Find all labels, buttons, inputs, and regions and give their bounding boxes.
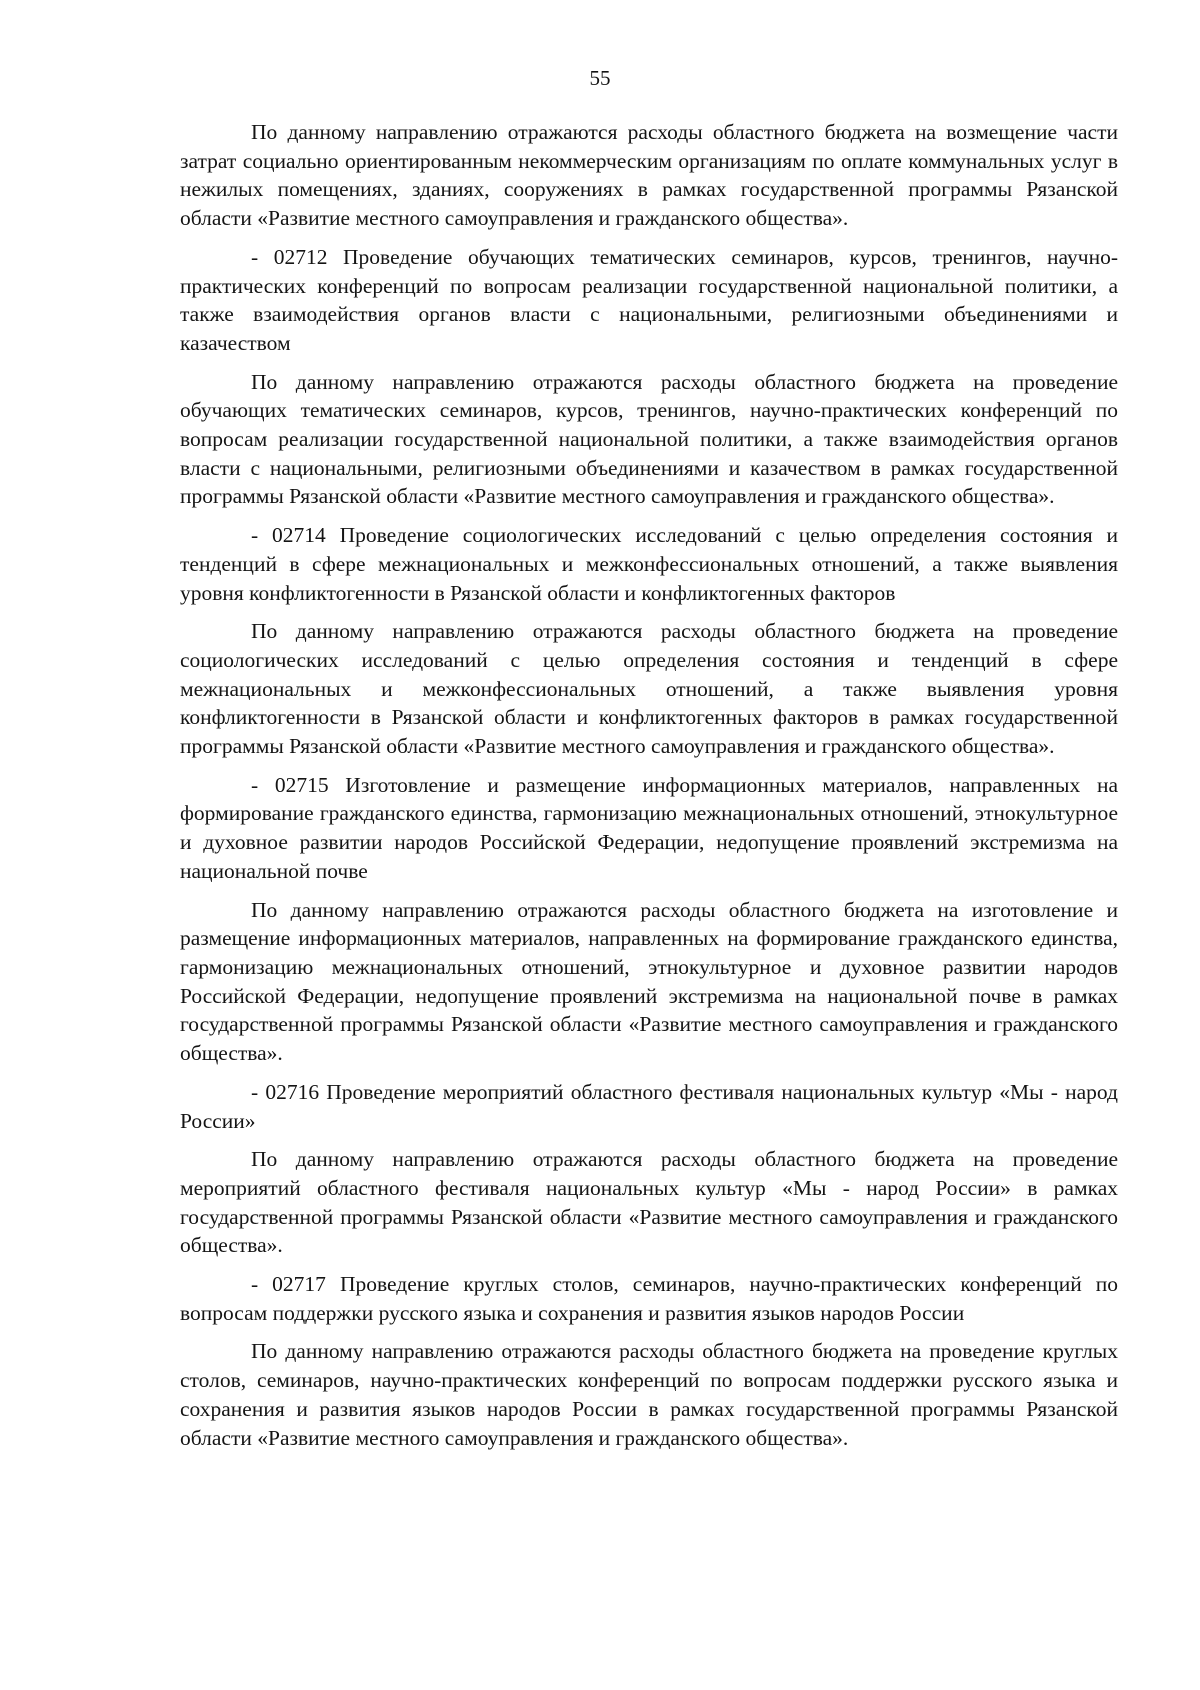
paragraph-expense-description: По данному направлению отражаются расходы областного бюджета на проведение обучающих тематических семинаров, курсов, тренингов, научно-практических конференций по вопросам реализации государственной национальной политики, а также взаимодействия органов власти с национальными, религиозными объединениями и казачеством в рамках государственной программы Рязанской области «Развитие местного самоуправления и гражданского общества». bbox=[180, 369, 1118, 509]
paragraph-expense-description: По данному направлению отражаются расходы областного бюджета на проведение мероприятий областного фестиваля национальных культур «Мы - народ России» в рамках государственной программы Рязанской области «Развитие местного самоуправления и гражданского общества». bbox=[180, 1147, 1118, 1258]
paragraph-expense-description: По данному направлению отражаются расходы областного бюджета на проведение социологических исследований с целью определения состояния и тенденций в сфере межнациональных и межконфессиональных отношений, а также выявления уровня конфликтогенности в Рязанской области и конфликтогенных факторов в рамках государственной программы Рязанской области «Развитие местного самоуправления и гражданского общества». bbox=[180, 619, 1118, 759]
document-body bbox=[180, 118, 1118, 1452]
expense-item-02712: - 02712 Проведение обучающих тематических семинаров, курсов, тренингов, научно-практических конференций по вопросам реализации государственной национальной политики, а также взаимодействия органов власти с национальными, религиозными объединениями и казачеством bbox=[180, 244, 1118, 355]
expense-item-02714: - 02714 Проведение социологических исследований с целью определения состояния и тенденций в сфере межнациональных и межконфессиональных отношений, а также выявления уровня конфликтогенности в Рязанской области и конфликтогенных факторов bbox=[180, 523, 1118, 605]
page-number: 55 bbox=[589, 66, 611, 90]
expense-item-02715: - 02715 Изготовление и размещение информационных материалов, направленных на формирование гражданского единства, гармонизацию межнациональных отношений, этнокультурное и духовное развитии народов Российской Федерации, недопущение проявлений экстремизма на национальной почве bbox=[180, 772, 1118, 883]
expense-item-02716: - 02716 Проведение мероприятий областного фестиваля национальных культур «Мы - народ России» bbox=[180, 1079, 1118, 1133]
expense-item-02717: - 02717 Проведение круглых столов, семинаров, научно-практических конференций по вопросам поддержки русского языка и сохранения и развития языков народов России bbox=[180, 1272, 1118, 1325]
paragraph-expense-description: По данному направлению отражаются расходы областного бюджета на возмещение части затрат социально ориентированным некоммерческим организациям по оплате коммунальных услуг в нежилых помещениях, зданиях, сооружениях в рамках государственной программы Рязанской области «Развитие местного самоуправления и гражданского общества». bbox=[180, 120, 1118, 231]
paragraph-expense-description: По данному направлению отражаются расходы областного бюджета на проведение круглых столов, семинаров, научно-практических конференций по вопросам поддержки русского языка и сохранения и развития языков народов России в рамках государственной программы Рязанской области «Развитие местного самоуправления и гражданского общества». bbox=[180, 1339, 1118, 1450]
paragraph-expense-description: По данному направлению отражаются расходы областного бюджета на изготовление и размещение информационных материалов, направленных на формирование гражданского единства, гармонизацию межнациональных отношений, этнокультурное и духовное развитии народов Российской Федерации, недопущение проявлений экстремизма на национальной почве в рамках государственной программы Рязанской области «Развитие местного самоуправления и гражданского общества». bbox=[180, 897, 1118, 1066]
